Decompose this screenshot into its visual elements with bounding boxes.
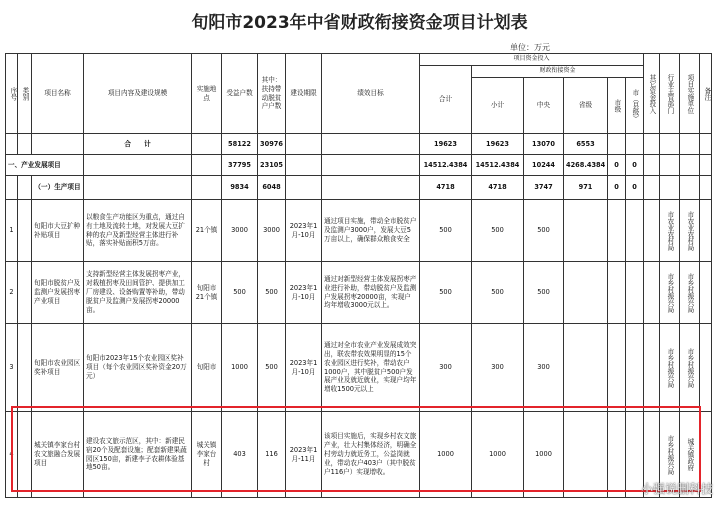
- row-content: 支持新型经营主体发展拐枣产业，对栽植拐枣及田间管护、提供加工厂房建设、设备购置等补助，带动脱贫户及监测户发展拐枣20000亩。: [84, 262, 192, 324]
- row-seq: 4: [6, 412, 18, 498]
- row-subtotal: 1000: [472, 412, 524, 498]
- hdr-fiscal: 财政衔接资金: [472, 66, 644, 78]
- row-name: 旬阳市脱贫户及监测户发展拐枣产业项目: [32, 262, 84, 324]
- hdr-total: 合计: [420, 66, 472, 134]
- row-location: 旬阳市21个镇: [192, 262, 222, 324]
- row-central: 500: [524, 262, 564, 324]
- subsection-beneficiaries: 9834: [222, 176, 258, 200]
- row-beneficiaries: 500: [222, 262, 258, 324]
- table-row: [6, 262, 712, 324]
- subsection-total: 4718: [420, 176, 472, 200]
- hdr-provincial: 省级: [564, 78, 608, 134]
- totals-central: 13070: [524, 134, 564, 155]
- row-period: 2023年1月-11月: [286, 412, 322, 498]
- row-impl: 市乡村振兴局: [680, 324, 700, 412]
- row-impl: 市农业农村局: [680, 200, 700, 262]
- subsection-poor: 6048: [258, 176, 286, 200]
- hdr-impl-unit: 项目实施单位: [680, 54, 700, 134]
- table-row-highlighted: [6, 412, 712, 498]
- hdr-category: 类别: [18, 54, 32, 134]
- row-central: 500: [524, 200, 564, 262]
- row-provincial: [564, 412, 608, 498]
- row-total: 1000: [420, 412, 472, 498]
- row-poor: 3000: [258, 200, 286, 262]
- row-provincial: [564, 324, 608, 412]
- subsection-provincial: 971: [564, 176, 608, 200]
- hdr-other: 其它资金投入: [644, 54, 660, 134]
- section-provincial: 4268.4384: [564, 155, 608, 176]
- row-beneficiaries: 403: [222, 412, 258, 498]
- subsection-city: 0: [608, 176, 626, 200]
- row-total: 500: [420, 200, 472, 262]
- row-dept: 市乡村振兴局: [660, 412, 680, 498]
- row-performance: 通过项目实施，带动全市脱贫户及监测户3000户，发展大豆5万亩以上，确保群众粮食安全: [322, 200, 420, 262]
- subsection-county: 0: [626, 176, 644, 200]
- section-poor: 23105: [258, 155, 286, 176]
- subsection-label: （一）生产项目: [32, 176, 84, 200]
- row-dept: 市乡村振兴局: [660, 324, 680, 412]
- hdr-beneficiaries: 受益户数: [222, 54, 258, 134]
- section-county: 0: [626, 155, 644, 176]
- project-table: [5, 53, 711, 498]
- row-dept: 市乡村振兴局: [660, 262, 680, 324]
- table-row: [6, 324, 712, 412]
- hdr-investment: 项目资金投入: [420, 54, 644, 66]
- totals-total: 19623: [420, 134, 472, 155]
- row-beneficiaries: 1000: [222, 324, 258, 412]
- section-central: 10244: [524, 155, 564, 176]
- row-performance: 通过对新型经营主体发展拐枣产业进行补助，带动脱贫户及监测户发展拐枣20000亩，实现户均年增收3000元以上。: [322, 262, 420, 324]
- hdr-central: 中央: [524, 78, 564, 134]
- hdr-subtotal: 小计: [472, 78, 524, 134]
- row-total: 300: [420, 324, 472, 412]
- totals-row: [6, 134, 712, 155]
- hdr-content: 项目内容及建设规模: [84, 54, 192, 134]
- row-period: 2023年1月-10月: [286, 262, 322, 324]
- watermark: 小强说删科技: [640, 482, 713, 496]
- hdr-county: 市（县级）: [626, 78, 644, 134]
- row-performance: 该项目实施后，实现乡村农文旅产业，壮大村集体经济，明确全村旁动力就近务工，公益岗就业，带动农户403户（其中脱贫户116户）实现增收。: [322, 412, 420, 498]
- section-subtotal: 14512.4384: [472, 155, 524, 176]
- row-seq: 1: [6, 200, 18, 262]
- row-impl: 市乡村振兴局: [680, 262, 700, 324]
- row-location: 城关镇李家台村: [192, 412, 222, 498]
- row-name: 城关镇李家台村农文旅融合发展项目: [32, 412, 84, 498]
- subsection-row: [6, 176, 712, 200]
- row-subtotal: 300: [472, 324, 524, 412]
- section-row: [6, 155, 712, 176]
- hdr-seq: 序号: [6, 54, 18, 134]
- row-period: 2023年1月-10月: [286, 324, 322, 412]
- row-content: 建设农文旅示范区，其中：新建民宿20个及配套设施；配套新建果蔬园区150亩，新建李子农耕体验基地50亩。: [84, 412, 192, 498]
- hdr-period: 建设期限: [286, 54, 322, 134]
- totals-provincial: 6553: [564, 134, 608, 155]
- row-provincial: [564, 262, 608, 324]
- row-impl: 城关镇政府: [680, 412, 700, 498]
- row-location: 旬阳市: [192, 324, 222, 412]
- plan-table: [5, 53, 712, 498]
- hdr-dept: 行业主管部门: [660, 54, 680, 134]
- row-performance: 通过对全市农业产业发展成效突出，联农带农效果明显的15个农业园区进行奖补，带动农户1000户，其中脱贫户500户发展产业及就近就业，实现户均年增收1500元以上: [322, 324, 420, 412]
- row-location: 21个镇: [192, 200, 222, 262]
- subsection-central: 3747: [524, 176, 564, 200]
- unit-label: 单位：万元: [510, 43, 550, 52]
- row-name: 旬阳市农业园区奖补项目: [32, 324, 84, 412]
- hdr-location: 实施地点: [192, 54, 222, 134]
- section-label: 一、产业发展项目: [6, 155, 84, 176]
- subsection-subtotal: 4718: [472, 176, 524, 200]
- hdr-city: 市级: [608, 78, 626, 134]
- totals-subtotal: 19623: [472, 134, 524, 155]
- row-dept: 市农业农村局: [660, 200, 680, 262]
- row-total: 500: [420, 262, 472, 324]
- hdr-remark: 备注: [700, 54, 712, 134]
- page-title: 旬阳市2023年中省财政衔接资金项目计划表: [191, 13, 528, 33]
- row-name: 旬阳市大豆扩种补贴项目: [32, 200, 84, 262]
- hdr-project-name: 项目名称: [32, 54, 84, 134]
- row-seq: 3: [6, 324, 18, 412]
- row-content: 旬阳市2023年15个农业园区奖补项目（每个农业园区奖补资金20万元）: [84, 324, 192, 412]
- totals-beneficiaries: 58122: [222, 134, 258, 155]
- row-central: 300: [524, 324, 564, 412]
- totals-label: 合 计: [84, 134, 192, 155]
- row-content: 以粮食生产功能区为重点，通过自有土地及流转土地，对发展大豆扩种的农户及新型经营主体进行补贴，落实补贴面积5万亩。: [84, 200, 192, 262]
- row-subtotal: 500: [472, 262, 524, 324]
- row-provincial: [564, 200, 608, 262]
- row-poor: 500: [258, 262, 286, 324]
- totals-poor: 30976: [258, 134, 286, 155]
- hdr-performance: 绩效目标: [322, 54, 420, 134]
- row-seq: 2: [6, 262, 18, 324]
- row-poor: 500: [258, 324, 286, 412]
- table-row: [6, 200, 712, 262]
- row-beneficiaries: 3000: [222, 200, 258, 262]
- section-beneficiaries: 37795: [222, 155, 258, 176]
- row-poor: 116: [258, 412, 286, 498]
- row-subtotal: 500: [472, 200, 524, 262]
- hdr-poor: 其中：扶持带动脱贫户户数: [258, 54, 286, 134]
- row-central: 1000: [524, 412, 564, 498]
- section-city: 0: [608, 155, 626, 176]
- section-total: 14512.4384: [420, 155, 472, 176]
- row-period: 2023年1月-10月: [286, 200, 322, 262]
